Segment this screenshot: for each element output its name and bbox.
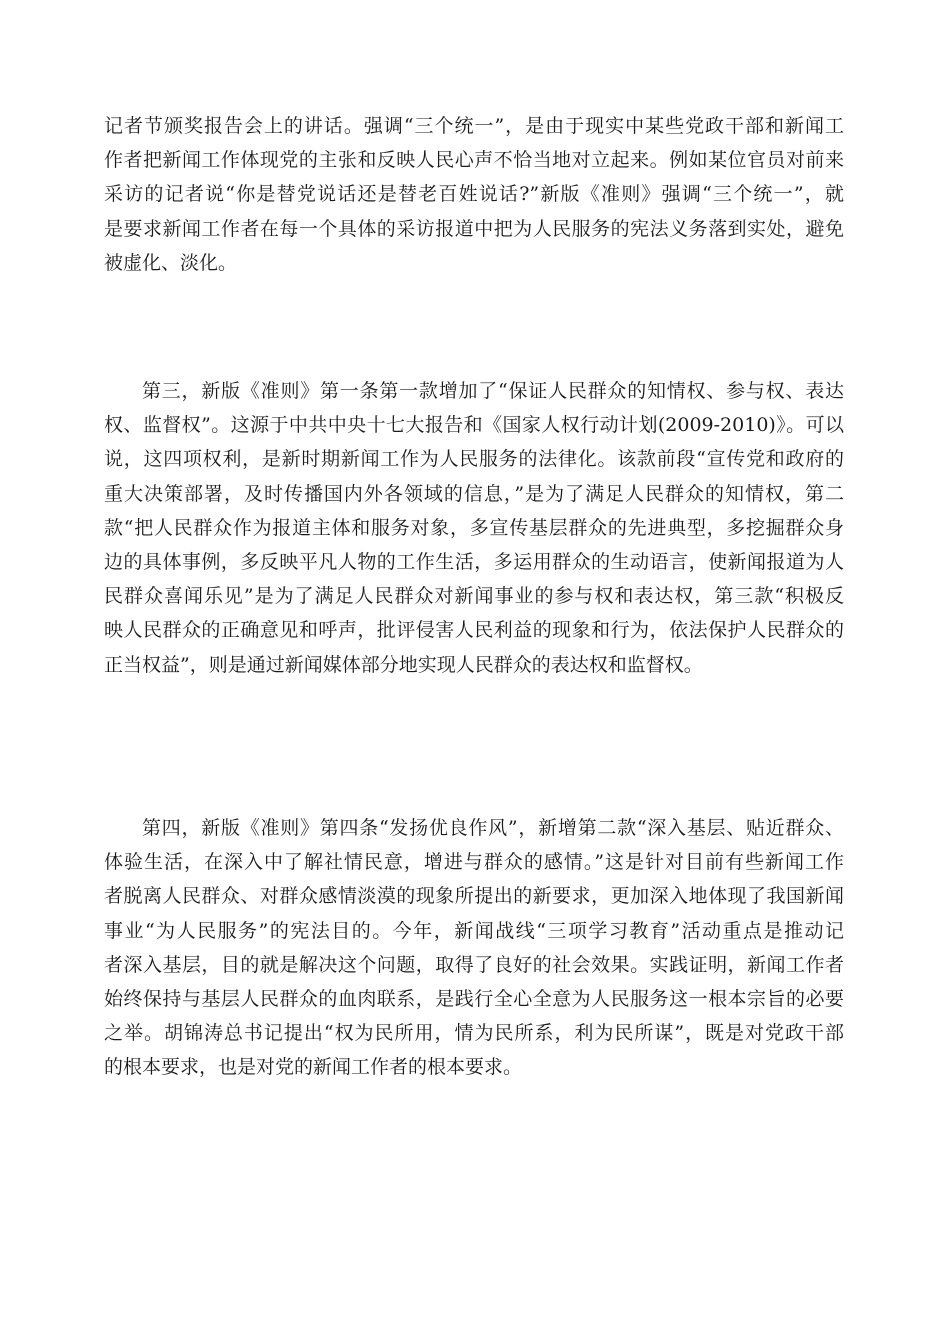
paragraph-2 bbox=[104, 374, 844, 682]
paragraph-line: 体验生活，在深入中了解社情民意，增进与群众的感情。”这是针对目前有些新闻工作 bbox=[104, 851, 844, 874]
paragraph-line: 第三，新版《准则》第一条第一款增加了“保证人民群众的知情权、参与权、表达 bbox=[142, 380, 844, 402]
paragraph-1 bbox=[104, 109, 844, 280]
paragraph-line: 者脱离人民群众、对群众感情淡漠的现象所提出的新要求，更加深入地体现了我国新闻 bbox=[104, 885, 844, 908]
paragraph-line: 始终保持与基层人民群众的血肉联系，是践行全心全意为人民服务这一根本宗旨的必要 bbox=[104, 987, 844, 1010]
paragraph-line: 款“把人民群众作为报道主体和服务对象，多宣传基层群众的先进典型，多挖掘群众身 bbox=[104, 516, 844, 539]
paragraph-line: 说，这四项权利，是新时期新闻工作为人民服务的法律化。该款前段“宣传党和政府的 bbox=[104, 448, 844, 471]
paragraph-line: 采访的记者说“你是替党说话还是替老百姓说话?”新版《准则》强调“三个统一”，就 bbox=[104, 183, 844, 206]
paragraph-line: 者深入基层，目的就是解决这个问题，取得了良好的社会效果。实践证明，新闻工作者 bbox=[104, 953, 844, 976]
paragraph-line: 边的具体事例，多反映平凡人物的工作生活，多运用群众的生动语言，使新闻报道为人 bbox=[104, 550, 844, 573]
paragraph-line: 被虚化、淡化。 bbox=[104, 251, 238, 274]
paragraph-line: 记者节颁奖报告会上的讲话。强调“三个统一”，是由于现实中某些党政干部和新闻工 bbox=[104, 115, 844, 137]
paragraph-line: 重大决策部署，及时传播国内外各领域的信息，”是为了满足人民群众的知情权，第二 bbox=[104, 482, 844, 505]
paragraph-line: 映人民群众的正确意见和呼声，批评侵害人民利益的现象和行为，依法保护人民群众的 bbox=[104, 619, 844, 642]
paragraph-line: 是要求新闻工作者在每一个具体的采访报道中把为人民服务的宪法义务落到实处，避免 bbox=[104, 217, 844, 240]
paragraph-3 bbox=[104, 811, 844, 1085]
paragraph-line: 正当权益”，则是通过新闻媒体部分地实现人民群众的表达权和监督权。 bbox=[104, 653, 703, 676]
paragraph-line: 权、监督权”。这源于中共中央十七大报告和《国家人权行动计划(2009-2010)》。可以 bbox=[104, 414, 844, 437]
paragraph-line: 作者把新闻工作体现党的主张和反映人民心声不恰当地对立起来。例如某位官员对前来 bbox=[104, 149, 844, 172]
paragraph-line: 之举。胡锦涛总书记提出“权为民所用，情为民所系，利为民所谋”，既是对党政干部 bbox=[104, 1022, 844, 1045]
paragraph-line: 的根本要求，也是对党的新闻工作者的根本要求。 bbox=[104, 1056, 523, 1079]
paragraph-line: 民群众喜闻乐见”是为了满足人民群众对新闻事业的参与权和表达权，第三款“积极反 bbox=[104, 585, 844, 608]
paragraph-line: 事业“为人民服务”的宪法目的。今年，新闻战线“三项学习教育”活动重点是推动记 bbox=[104, 919, 844, 942]
paragraph-line: 第四，新版《准则》第四条“发扬优良作风”，新增第二款“深入基层、贴近群众、 bbox=[142, 817, 844, 839]
